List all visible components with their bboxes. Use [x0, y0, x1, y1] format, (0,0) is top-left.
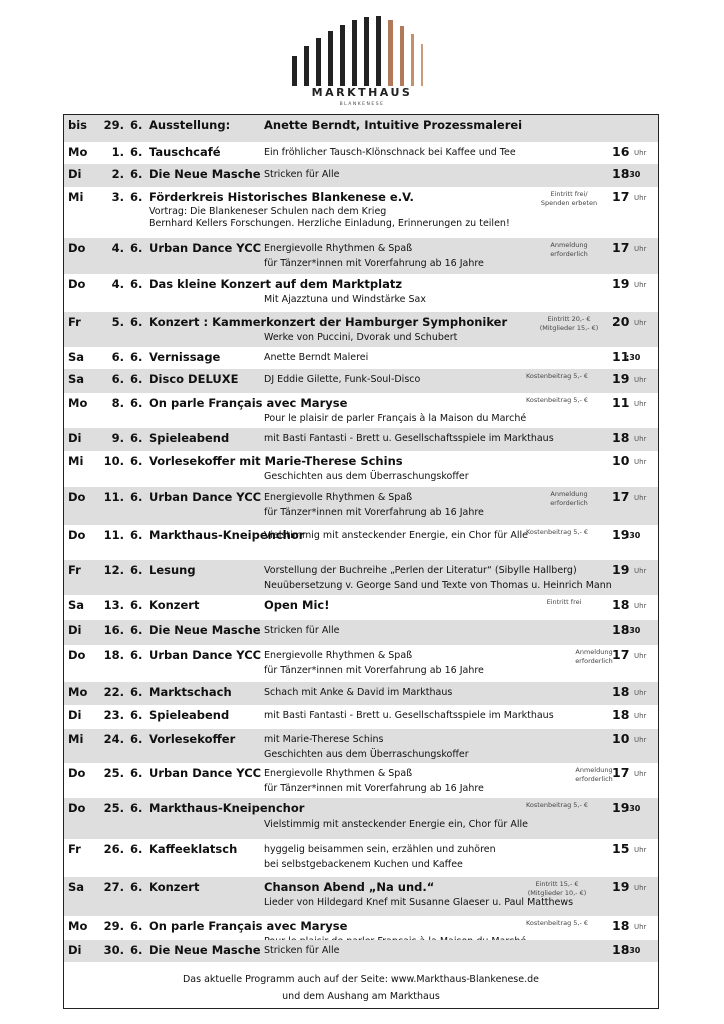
event-row [64, 428, 658, 451]
event-time-unit: Uhr [634, 689, 647, 697]
event-description-2: für Tänzer*innen mit Vorerfahrung ab 16 Jahre [264, 258, 484, 269]
event-description: DJ Eddie Gilette, Funk-Soul-Disco [264, 374, 421, 385]
event-month: 6. [130, 919, 143, 933]
event-description: Mit Ajazztuna und Windstärke Sax [264, 294, 426, 305]
event-weekday: Fr [68, 315, 81, 329]
event-month: 6. [130, 943, 143, 957]
event-day: 5. [111, 315, 124, 329]
event-hour: 19 [612, 879, 630, 894]
event-time-unit: Uhr [634, 712, 647, 720]
event-description: mit Basti Fantasti - Brett u. Gesellschaftsspiele im Markthaus [264, 433, 554, 444]
event-weekday: Do [68, 766, 86, 780]
event-month: 6. [130, 880, 143, 894]
event-minutes: :30 [626, 531, 641, 540]
logo-bars-icon [290, 16, 440, 86]
event-day: 27. [103, 880, 124, 894]
event-weekday: Sa [68, 350, 85, 364]
event-month: 6. [130, 801, 143, 815]
event-row [64, 451, 658, 488]
event-time-unit: Uhr [634, 652, 647, 660]
event-day: 1. [111, 145, 124, 159]
event-note: Anmeldung erforderlich [575, 766, 613, 783]
event-month: 6. [130, 528, 143, 542]
event-description-2: für Tänzer*innen mit Vorerfahrung ab 16 Jahre [264, 783, 484, 794]
event-title: Urban Dance YCC [149, 490, 262, 504]
event-day: 22. [103, 685, 124, 699]
event-note: Kostenbeitrag 5,- € [525, 801, 589, 809]
event-month: 6. [130, 708, 143, 722]
event-day: 30. [103, 943, 124, 957]
event-weekday: Do [68, 801, 86, 815]
event-title: Konzert [149, 598, 200, 612]
event-month: 6. [130, 766, 143, 780]
event-row [64, 115, 658, 142]
event-weekday: Di [68, 431, 82, 445]
event-month: 6. [130, 372, 143, 386]
event-title: Markthaus-Kneipenchor [149, 801, 305, 815]
event-day: 9. [111, 431, 124, 445]
event-title: Markthaus-Kneipenchor [149, 528, 305, 542]
event-row [64, 238, 658, 274]
event-time-unit: Uhr [634, 245, 647, 253]
event-time-unit: Uhr [634, 846, 647, 854]
event-description-2: Geschichten aus dem Überraschungskoffer [264, 749, 469, 760]
event-time-unit: Uhr [634, 602, 647, 610]
event-row [64, 142, 658, 165]
logo-name: MARKTHAUS [311, 86, 413, 99]
event-row [64, 682, 658, 705]
event-time-unit: Uhr [634, 736, 647, 744]
event-day: 6. [111, 350, 124, 364]
event-day: 29. [103, 919, 124, 933]
event-description: Stricken für Alle [264, 945, 340, 956]
event-highlight: Chanson Abend „Na und.“ [264, 880, 435, 894]
event-weekday: Mi [68, 190, 84, 204]
event-day: 25. [103, 801, 124, 815]
event-title: Spieleabend [149, 708, 230, 722]
event-title: On parle Français avec Maryse [149, 919, 348, 933]
event-hour: 11 [612, 349, 630, 364]
event-day: 4. [111, 277, 124, 291]
event-title: Marktschach [149, 685, 232, 699]
event-row [64, 312, 658, 347]
event-hour: 18 [612, 918, 630, 933]
event-row [64, 393, 658, 429]
event-title: Die Neue Masche [149, 167, 261, 181]
event-time-unit: Uhr [634, 923, 647, 931]
event-day: 8. [111, 396, 124, 410]
event-day: 25. [103, 766, 124, 780]
event-highlight: Open Mic! [264, 598, 330, 612]
event-description: Stricken für Alle [264, 625, 340, 636]
event-weekday: Do [68, 241, 86, 255]
event-description-2: Lieder von Hildegard Knef mit Susanne Glaeser u. Paul Matthews [264, 897, 574, 908]
event-minutes: :30 [626, 804, 641, 813]
event-title: Ausstellung: [149, 118, 231, 132]
event-row [64, 187, 658, 239]
event-month: 6. [130, 315, 143, 329]
event-weekday: Fr [68, 563, 81, 577]
event-title: Kaffeeklatsch [149, 842, 238, 856]
event-month: 6. [130, 598, 143, 612]
event-row [64, 369, 658, 393]
event-day: 11. [103, 528, 124, 542]
event-description: Ein fröhlicher Tausch-Klönschnack bei Kaffee und Tee [264, 147, 516, 158]
event-time-unit: Uhr [634, 319, 647, 327]
event-title: Urban Dance YCC [149, 241, 262, 255]
event-day: 10. [103, 454, 124, 468]
event-month: 6. [130, 623, 143, 637]
event-time-unit: Uhr [634, 376, 647, 384]
event-hour: 19 [612, 276, 630, 291]
event-weekday: Mo [68, 145, 88, 159]
event-row [64, 645, 658, 683]
event-time-unit: Uhr [634, 400, 647, 408]
event-hour: 10 [612, 731, 630, 746]
event-month: 6. [130, 277, 143, 291]
event-day: 6. [111, 372, 124, 386]
event-day: 12. [103, 563, 124, 577]
event-weekday: Mi [68, 732, 84, 746]
event-description: Anette Berndt Malerei [264, 352, 369, 363]
event-weekday: Di [68, 943, 82, 957]
event-note: Eintritt frei/ Spenden erbeten [540, 190, 598, 207]
event-minutes: :30 [626, 353, 641, 362]
event-weekday: Sa [68, 372, 85, 386]
event-weekday: Di [68, 708, 82, 722]
event-row [64, 798, 658, 839]
event-row [64, 274, 658, 313]
event-hour: 18 [612, 622, 630, 637]
event-row [64, 729, 658, 763]
event-day: 3. [111, 190, 124, 204]
event-minutes: :30 [626, 626, 641, 635]
event-description: Stricken für Alle [264, 169, 340, 180]
event-weekday: Sa [68, 880, 85, 894]
event-day: 16. [103, 623, 124, 637]
event-weekday: Mo [68, 685, 88, 699]
event-title: Förderkreis Historisches Blankenese e.V. [149, 190, 414, 204]
event-hour: 10 [612, 453, 630, 468]
event-row [64, 763, 658, 799]
event-weekday: Do [68, 277, 86, 291]
event-note: Kostenbeitrag 5,- € [525, 528, 589, 536]
event-description-2: Bernhard Kellers Forschungen. Herzliche Einladung, Erinnerungen zu teilen! [149, 218, 510, 229]
event-day: 24. [103, 732, 124, 746]
event-month: 6. [130, 167, 143, 181]
event-title: Vorlesekoffer [149, 732, 236, 746]
event-day: 4. [111, 241, 124, 255]
event-weekday: Mo [68, 396, 88, 410]
event-description: Vielstimmig mit ansteckender Energie, ein Chor für Alle [264, 530, 528, 541]
event-description: hyggelig beisammen sein, erzählen und zuhören [264, 844, 496, 855]
event-description: Pour le plaisir de parler Français à la Maison du Marché [264, 413, 527, 424]
event-hour: 18 [612, 597, 630, 612]
event-note: Eintritt 15,- € (Mitglieder 10,- €) [527, 880, 587, 897]
event-month: 6. [130, 685, 143, 699]
event-row [64, 525, 658, 561]
event-title: Die Neue Masche [149, 943, 261, 957]
event-description: Schach mit Anke & David im Markthaus [264, 687, 453, 698]
event-weekday: Di [68, 623, 82, 637]
event-description: Energievolle Rhythmen & Spaß [264, 243, 413, 254]
event-row [64, 164, 658, 187]
event-title: Die Neue Masche [149, 623, 261, 637]
event-title: Disco DELUXE [149, 372, 239, 386]
event-title: Konzert : Kammerkonzert der Hamburger Symphoniker [149, 315, 508, 329]
event-title: Vernissage [149, 350, 221, 364]
markthaus-logo [0, 14, 724, 106]
event-description-2: für Tänzer*innen mit Vorerfahrung ab 16 Jahre [264, 507, 484, 518]
event-description-2: Vielstimmig mit ansteckender Energie ein, Chor für Alle [264, 819, 528, 830]
event-hour: 18 [612, 707, 630, 722]
event-month: 6. [130, 118, 143, 132]
event-hour: 19 [612, 371, 630, 386]
event-note: Kostenbeitrag 5,- € [525, 396, 589, 404]
event-row [64, 839, 658, 878]
event-title: Spieleabend [149, 431, 230, 445]
event-hour: 19 [612, 800, 630, 815]
event-hour: 18 [612, 166, 630, 181]
event-month: 6. [130, 842, 143, 856]
footer [64, 971, 658, 1005]
event-day: 29. [103, 118, 124, 132]
event-description: Energievolle Rhythmen & Spaß [264, 768, 413, 779]
event-hour: 20 [612, 314, 630, 329]
event-time-unit: Uhr [634, 149, 647, 157]
event-note: Anmeldung erforderlich [550, 241, 588, 258]
event-description: Vortrag: Die Blankeneser Schulen nach dem Krieg [149, 206, 387, 217]
event-weekday: Mi [68, 454, 84, 468]
event-month: 6. [130, 454, 143, 468]
event-hour: 11 [612, 395, 630, 410]
event-note: Eintritt frei [546, 598, 582, 606]
event-weekday: Fr [68, 842, 81, 856]
event-hour: 17 [612, 647, 630, 662]
event-description: Geschichten aus dem Überraschungskoffer [264, 471, 469, 482]
event-hour: 18 [612, 684, 630, 699]
logo-subtitle: BLANKENESE [339, 102, 385, 107]
event-hour: 15 [612, 841, 630, 856]
event-note: Anmeldung erforderlich [550, 490, 588, 507]
event-time-unit: Uhr [634, 281, 647, 289]
event-day: 26. [103, 842, 124, 856]
event-description: mit Basti Fantasti - Brett u. Gesellschaftsspiele im Markthaus [264, 710, 554, 721]
event-title: Konzert [149, 880, 200, 894]
event-description: Energievolle Rhythmen & Spaß [264, 492, 413, 503]
event-description-2: für Tänzer*innen mit Vorerfahrung ab 16 Jahre [264, 665, 484, 676]
event-note: Anmeldung erforderlich [575, 648, 613, 665]
event-month: 6. [130, 241, 143, 255]
event-time-unit: Uhr [634, 458, 647, 466]
event-title: Vorlesekoffer mit Marie-Therese Schins [149, 454, 403, 468]
event-row [64, 705, 658, 730]
event-hour: 19 [612, 527, 630, 542]
event-month: 6. [130, 648, 143, 662]
event-description: Werke von Puccini, Dvorak und Schubert [264, 332, 458, 343]
event-description-2: Neuübersetzung v. George Sand und Texte von Thomas u. Heinrich Mann [264, 580, 612, 591]
event-description: Vorstellung der Buchreihe „Perlen der Literatur“ (Sibylle Hallberg) [264, 565, 577, 576]
event-month: 6. [130, 490, 143, 504]
event-hour: 19 [612, 562, 630, 577]
event-day: 18. [103, 648, 124, 662]
event-month: 6. [130, 190, 143, 204]
event-month: 6. [130, 396, 143, 410]
event-row [64, 916, 658, 941]
event-note: Kostenbeitrag 5,- € [525, 372, 589, 380]
event-hour: 17 [612, 189, 630, 204]
event-minutes: :30 [626, 946, 641, 955]
event-minutes: :30 [626, 170, 641, 179]
event-hour: 18 [612, 430, 630, 445]
event-row [64, 560, 658, 595]
event-month: 6. [130, 145, 143, 159]
event-weekday: Sa [68, 598, 85, 612]
event-weekday: Di [68, 167, 82, 181]
event-weekday: Mo [68, 919, 88, 933]
footer-line-2: und dem Aushang am Markthaus [282, 991, 440, 1002]
event-day: 2. [111, 167, 124, 181]
event-note: Eintritt 20,- € (Mitglieder 15,- €) [539, 315, 599, 332]
event-row [64, 940, 658, 962]
event-highlight: Anette Berndt, Intuitive Prozessmalerei [264, 118, 523, 132]
event-title: Urban Dance YCC [149, 766, 262, 780]
event-time-unit: Uhr [634, 494, 647, 502]
event-row [64, 347, 658, 370]
event-title: Tauschcafé [149, 145, 221, 159]
event-weekday: Do [68, 648, 86, 662]
event-row [64, 595, 658, 621]
event-title: Lesung [149, 563, 196, 577]
event-note: Kostenbeitrag 5,- € [525, 919, 589, 927]
event-hour: 17 [612, 765, 630, 780]
event-day: 13. [103, 598, 124, 612]
event-table [63, 114, 659, 1009]
event-hour: 17 [612, 489, 630, 504]
event-time-unit: Uhr [634, 567, 647, 575]
event-hour: 18 [612, 942, 630, 957]
event-title: On parle Français avec Maryse [149, 396, 348, 410]
event-row [64, 877, 658, 916]
event-row [64, 620, 658, 645]
event-title: Urban Dance YCC [149, 648, 262, 662]
event-month: 6. [130, 350, 143, 364]
event-row [64, 487, 658, 525]
event-weekday: bis [68, 118, 88, 132]
event-month: 6. [130, 431, 143, 445]
event-time-unit: Uhr [634, 770, 647, 778]
event-title: Das kleine Konzert auf dem Marktplatz [149, 277, 403, 291]
event-time-unit: Uhr [634, 194, 647, 202]
event-description-2: bei selbstgebackenem Kuchen und Kaffee [264, 859, 463, 870]
event-weekday: Do [68, 528, 86, 542]
event-weekday: Do [68, 490, 86, 504]
event-month: 6. [130, 563, 143, 577]
event-day: 11. [103, 490, 124, 504]
event-description: mit Marie-Therese Schins [264, 734, 384, 745]
footer-line-1: Das aktuelle Programm auch auf der Seite: www.Markthaus-Blankenese.de [182, 974, 539, 985]
event-month: 6. [130, 732, 143, 746]
event-description: Energievolle Rhythmen & Spaß [264, 650, 413, 661]
event-time-unit: Uhr [634, 435, 647, 443]
event-hour: 17 [612, 240, 630, 255]
event-time-unit: Uhr [634, 884, 647, 892]
event-hour: 16 [612, 144, 630, 159]
event-day: 23. [103, 708, 124, 722]
